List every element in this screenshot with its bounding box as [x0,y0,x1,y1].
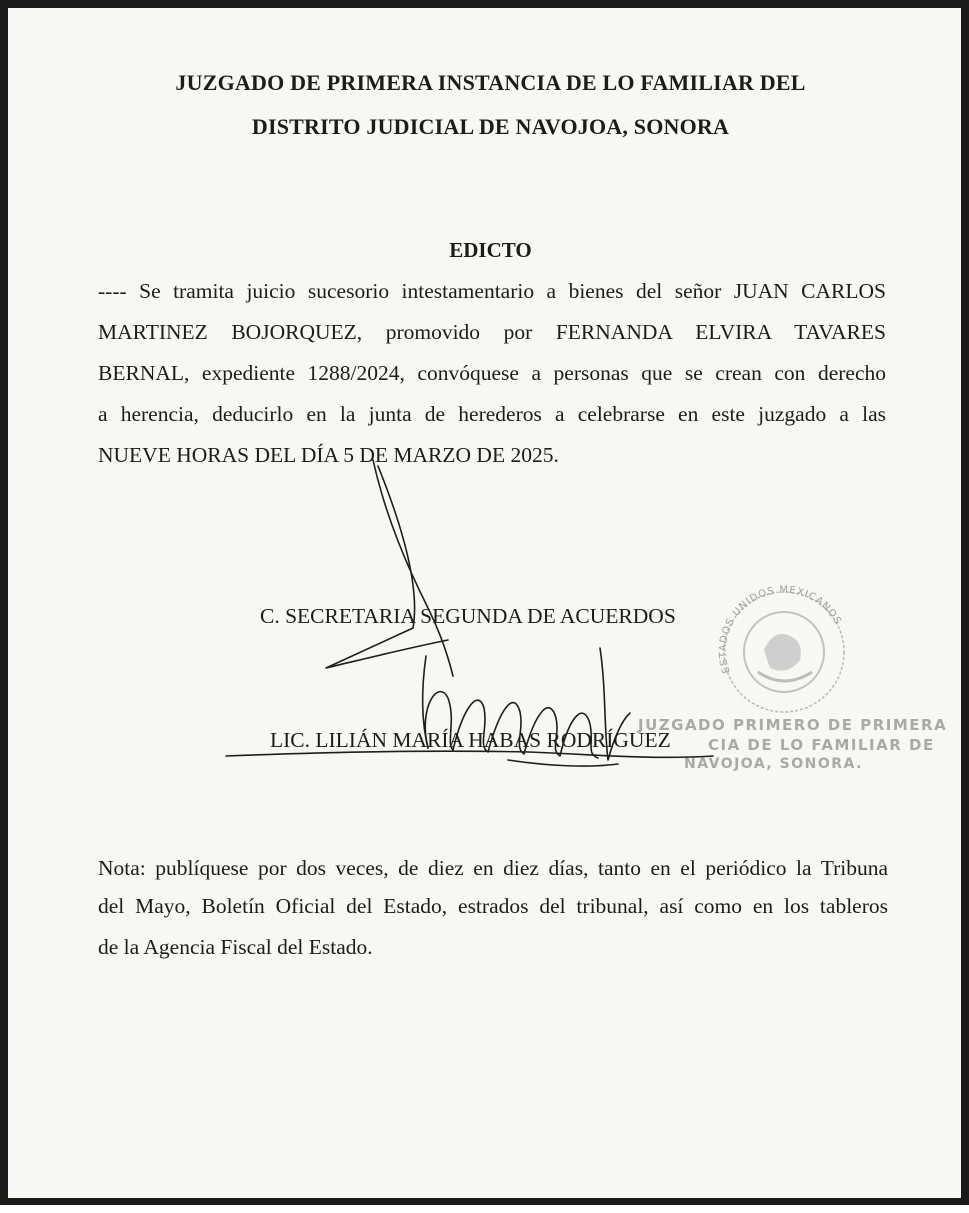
seal-arc-text: ESTADOS UNIDOS MEXICANOS [717,584,844,675]
note-line: del Mayo, Boletín Oficial del Estado, estrados del tribunal, así como en los tableros [98,894,888,918]
handwritten-signature [8,8,969,1213]
court-header-line-1: JUZGADO DE PRIMERA INSTANCIA DE LO FAMILIAR DEL [175,70,806,95]
court-header-line-2: DISTRITO JUDICIAL DE NAVOJOA, SONORA [251,114,730,139]
note-line: Nota: publíquese por dos veces, de diez en diez días, tanto en el periódico la Tribuna [98,856,888,880]
court-stamp-line-3: NAVOJOA, SONORA. [684,756,863,772]
body-line: BERNAL, expediente 1288/2024, convóquese a personas que se crean con derecho [98,361,886,385]
note-line: de la Agencia Fiscal del Estado. [98,935,373,959]
signatory-position: C. SECRETARIA SEGUNDA DE ACUERDOS [260,604,676,628]
document-title: EDICTO [449,238,532,262]
body-line: ---- Se tramita juicio sucesorio intestamentario a bienes del señor JUAN CARLOS [98,279,886,303]
court-stamp-line-1: JUZGADO PRIMERO DE PRIMERA [638,716,948,734]
signatory-name: LIC. LILIÁN MARÍA HABAS RODRÍGUEZ [270,728,671,752]
body-line: MARTINEZ BOJORQUEZ, promovido por FERNANDA ELVIRA TAVARES [98,320,886,344]
body-line: a herencia, deducirlo en la junta de herederos a celebrarse en este juzgado a las [98,402,886,426]
court-stamp-line-2: CIA DE LO FAMILIAR DE [708,736,935,754]
body-line: NUEVE HORAS DEL DÍA 5 DE MARZO DE 2025. [98,443,559,467]
